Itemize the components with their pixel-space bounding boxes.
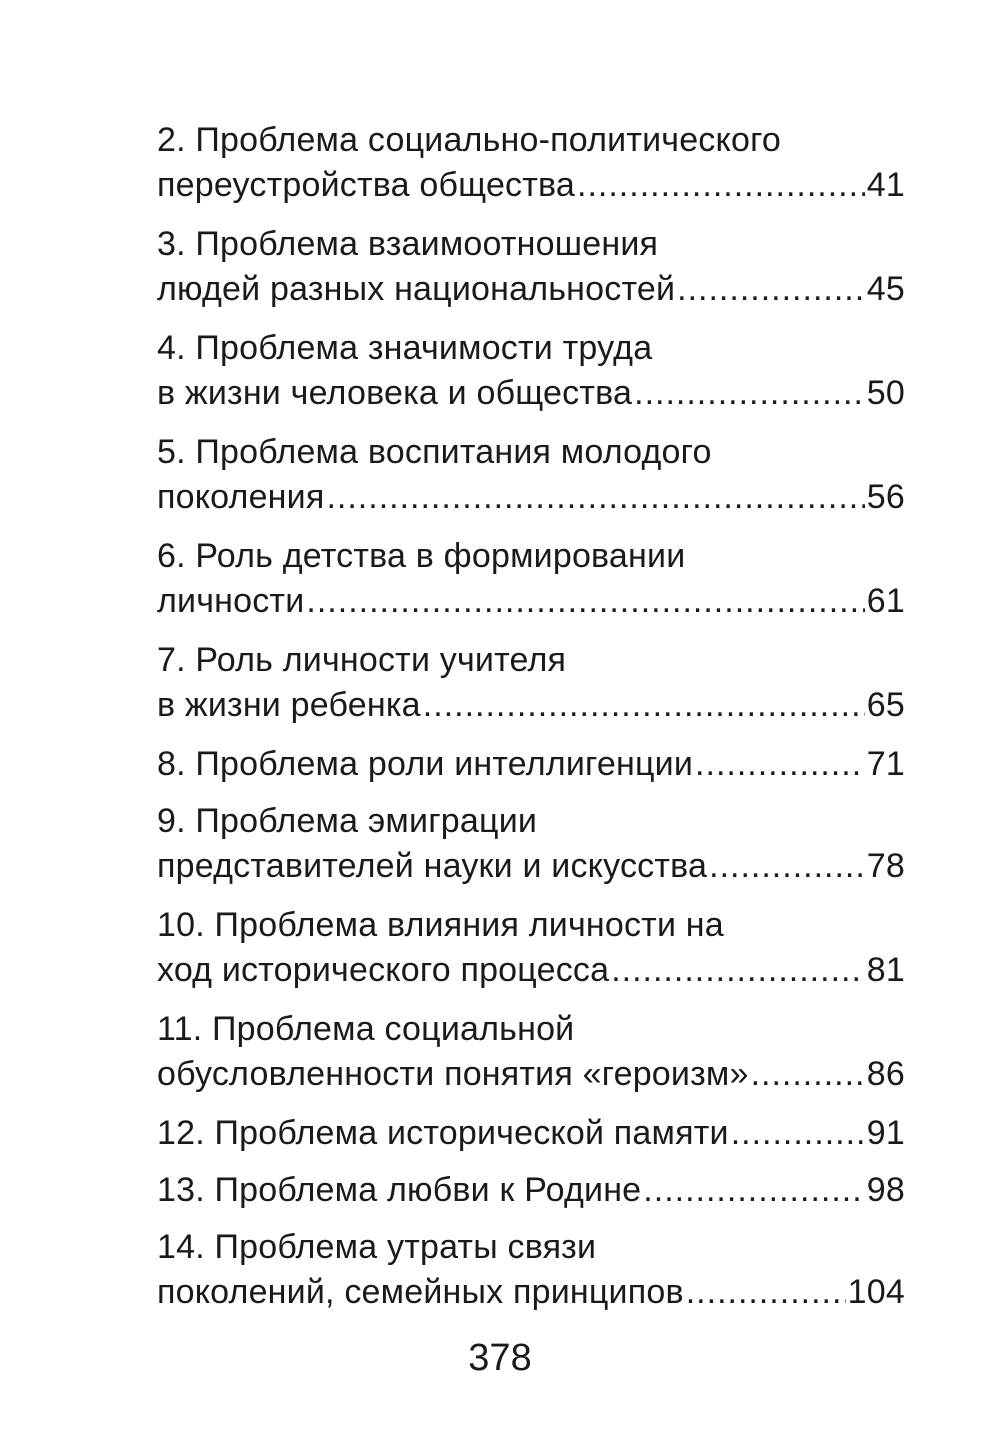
entry-page-number: 86 [866,1055,905,1093]
entry-title-line: 12. Проблема исторической памяти [157,1114,729,1152]
entry-leader-line [157,742,905,787]
entry-leader-line [157,1111,905,1156]
dot-leader [611,948,865,993]
entry-leader-line [157,371,905,416]
entry-page-number: 50 [866,374,905,412]
dot-leader [634,371,865,416]
dot-leader [731,1111,865,1156]
toc-entry-13 [157,1168,905,1213]
toc-entry-8 [157,742,905,787]
entry-page-number: 45 [866,270,905,308]
entry-page-number: 104 [847,1273,905,1311]
entry-page-number: 41 [866,166,905,204]
entry-leader-line [157,948,905,993]
entry-leader-line [157,475,905,520]
toc-entry-14 [157,1225,905,1315]
entry-title-line: поколения [157,478,325,516]
entry-title-line: 9. Проблема эмиграции [157,802,538,840]
entry-title-line: 6. Роль детства в формировании [157,537,686,575]
toc-entry-11 [157,1007,905,1097]
entry-title-line: ход исторического процесса [157,951,610,989]
entry-title-line: 7. Роль личности учителя [157,641,567,679]
entry-page-number: 71 [866,745,905,783]
dot-leader [306,579,864,624]
entry-page-number: 81 [866,951,905,989]
entry-title-line: в жизни человека и общества [157,374,633,412]
table-of-contents [157,118,905,1329]
entry-page-number: 91 [866,1114,905,1152]
entry-title-line: 3. Проблема взаимоотношения [157,225,659,263]
entry-title-line: 5. Проблема воспитания молодого [157,433,712,471]
toc-entry-6 [157,534,905,624]
entry-title-line: 11. Проблема социальной [157,1010,575,1048]
dot-leader [643,1168,864,1213]
toc-entry-3 [157,222,905,312]
entry-title-line: представителей науки и искусства [157,847,708,885]
dot-leader [686,1270,846,1315]
dot-leader [695,742,865,787]
toc-entry-12 [157,1111,905,1156]
entry-leader-line [157,1270,905,1315]
entry-leader-line [157,579,905,624]
toc-entry-2 [157,118,905,208]
entry-page-number: 65 [866,686,905,724]
entry-page-number: 61 [866,582,905,620]
entry-title-line: переустройства общества [157,166,576,204]
page-number: 378 [468,1337,532,1379]
entry-title-line: личности [157,582,305,620]
entry-page-number: 98 [866,1171,905,1209]
entry-leader-line [157,1052,905,1097]
dot-leader [677,267,865,312]
dot-leader [577,163,865,208]
dot-leader [751,1052,865,1097]
entry-title-line: 13. Проблема любви к Родине [157,1171,642,1209]
toc-entry-9 [157,799,905,889]
entry-leader-line [157,844,905,889]
entry-leader-line [157,1168,905,1213]
entry-page-number: 56 [866,478,905,516]
toc-entry-10 [157,903,905,993]
dot-leader [423,683,865,728]
entry-title-line: 10. Проблема влияния личности на [157,906,724,944]
toc-entry-5 [157,430,905,520]
entry-title-line: 8. Проблема роли интеллигенции [157,745,694,783]
entry-title-line: 4. Проблема значимости труда [157,329,653,367]
entry-leader-line [157,267,905,312]
entry-title-line: людей разных национальностей [157,270,676,308]
entry-title-line: 14. Проблема утраты связи [157,1228,597,1266]
entry-title-line: в жизни ребенка [157,686,421,724]
entry-title-line: обусловленности понятия «героизм» [157,1055,749,1093]
toc-entry-4 [157,326,905,416]
entry-title-line: поколений, семейных принципов [157,1273,684,1311]
entry-title-line: 2. Проблема социально-политического [157,121,782,159]
entry-page-number: 78 [866,847,905,885]
entry-leader-line [157,163,905,208]
dot-leader [709,844,865,889]
entry-leader-line [157,683,905,728]
toc-entry-7 [157,638,905,728]
dot-leader [326,475,864,520]
